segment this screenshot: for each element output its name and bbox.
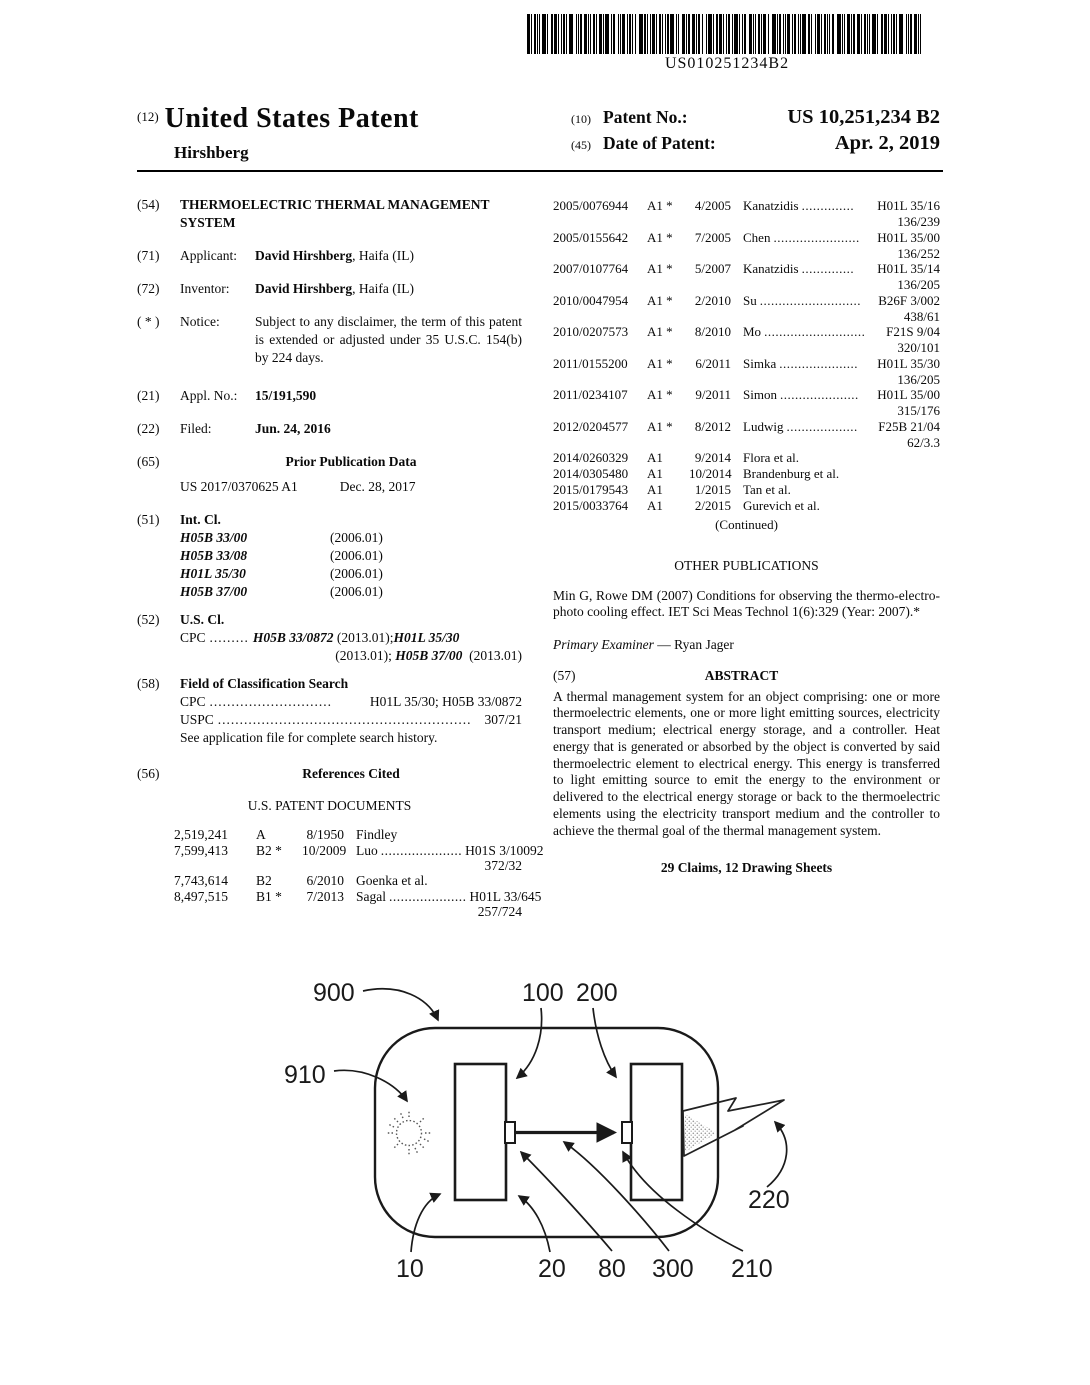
ref-detail	[743, 482, 940, 498]
ref-date: 8/2012	[694, 418, 731, 434]
ref-continuation-class: 438/61	[903, 308, 940, 324]
right-terminal-block	[622, 1122, 632, 1143]
ref-number: 8,497,515	[174, 888, 228, 904]
ref-date: 10/2014	[689, 466, 732, 481]
ref-kind: A1 *	[647, 355, 673, 371]
int-cl-entry	[180, 583, 522, 601]
section-number: (51)	[137, 512, 160, 527]
ref-dots: ....................	[389, 888, 467, 904]
lightning-bolt-icon	[683, 1098, 784, 1156]
field-search-note: See application file for complete search history.	[180, 730, 438, 745]
reference-row	[553, 482, 940, 498]
int-cl-heading: Int. Cl.	[180, 512, 221, 527]
cpc-version-1: (2013.01);	[333, 630, 394, 645]
ref-class: B26F 3/002	[878, 292, 940, 308]
ref-date: 9/2014	[694, 450, 731, 465]
int-cl-class: H01L 35/30	[180, 566, 246, 581]
notice-text: Subject to any disclaimer, the term of this patent is extended or adjusted under 35 U.S.C. 154(b) by 224 days.	[255, 314, 522, 365]
reference-row	[553, 293, 940, 309]
ref-kind: A1 *	[647, 198, 673, 213]
figure-label-100: 100	[522, 979, 564, 1007]
figure-label-300: 300	[652, 1255, 694, 1283]
ref-continuation-class: 136/205	[897, 371, 940, 387]
ref-date: 1/2015	[694, 482, 731, 497]
barcode-image	[527, 14, 925, 54]
section-appl-no-21	[137, 387, 522, 405]
uspc-value: 307/21	[484, 712, 522, 727]
ref-class: H01L 33/645	[469, 888, 542, 904]
ref-date: 7/2013	[306, 888, 344, 904]
ref-dots: .....................	[779, 387, 859, 402]
ref-class: H01S 3/10092	[465, 842, 544, 858]
us-cl-cpc-line1	[180, 629, 522, 647]
cpc-dots: .........	[209, 630, 249, 645]
ref-date: 4/2005	[694, 198, 731, 213]
int-cl-version: (2006.01)	[330, 530, 383, 545]
ref-number: 7,743,614	[174, 873, 228, 888]
abstract-header	[553, 668, 940, 684]
ref-date: 6/2010	[306, 873, 344, 888]
ref-kind: A1 *	[647, 292, 673, 308]
ref-class: H01L 35/14	[877, 261, 940, 276]
reference-row	[553, 324, 940, 340]
barcode-text: US010251234B2	[664, 55, 790, 72]
ref-name: Sagal	[356, 888, 386, 904]
section-field-search-58	[137, 675, 522, 747]
ref-continuation-class: 372/32	[484, 858, 522, 873]
other-publications-text: Min G, Rowe DM (2007) Conditions for observing the thermo-electro-photo cooling effect. IET Sci Meas Technol 1(6):329 (Year: 2007).*	[553, 587, 940, 619]
date-label: Date of Patent:	[603, 133, 716, 153]
ref-kind: B1 *	[256, 888, 282, 904]
ref-name: Ludwig	[743, 418, 784, 434]
header-divider	[137, 170, 943, 172]
ref-number: 2015/0033764	[553, 498, 629, 513]
ref-kind: A1 *	[647, 324, 673, 339]
us-cl-heading: U.S. Cl.	[180, 612, 225, 627]
reference-row	[174, 873, 522, 888]
ref-detail	[743, 419, 940, 435]
int-cl-class: H05B 33/08	[180, 548, 248, 563]
applicant-label: Applicant:	[180, 248, 237, 263]
section-number: (52)	[137, 612, 160, 627]
ref-continuation-class: 257/724	[477, 904, 522, 919]
ref-name: Luo	[356, 842, 378, 858]
reference-entry	[174, 888, 542, 920]
reference-entry	[553, 482, 940, 498]
field-search-heading: Field of Classification Search	[180, 676, 349, 691]
ref-continuation-class: 320/101	[897, 340, 940, 355]
notice-label: Notice:	[180, 314, 220, 329]
ref-detail	[743, 387, 940, 403]
applicant-location: , Haifa (IL)	[352, 248, 414, 263]
ref-kind: A	[256, 827, 266, 842]
reference-row	[553, 450, 940, 466]
publication-number: US 2017/0370625 A1	[180, 479, 298, 494]
us-cl-body	[180, 611, 522, 665]
section-int-cl-51	[137, 511, 522, 601]
ref-number: 2014/0305480	[553, 466, 629, 481]
ref-class: H01L 35/30	[877, 355, 940, 371]
figure-label-910: 910	[284, 1061, 326, 1089]
ref-date: 2/2010	[694, 292, 731, 308]
inventor-name: David Hirshberg	[255, 281, 353, 296]
section-references-56	[137, 765, 544, 919]
patent-no-code: (10)	[571, 112, 591, 126]
ref-name: Flora et al.	[743, 450, 799, 465]
ref-name: Mo	[743, 324, 762, 339]
reference-entry	[553, 230, 940, 262]
ref-number: 2,519,241	[174, 827, 228, 842]
figure-label-210: 210	[731, 1255, 773, 1283]
ref-name: Simka	[743, 355, 777, 371]
ref-class: H01L 35/00	[877, 229, 940, 245]
thermoelectric-element-block	[455, 1064, 506, 1200]
ref-kind: B2	[256, 873, 272, 888]
ref-date: 6/2011	[695, 355, 731, 371]
int-cl-entry	[180, 529, 522, 547]
invention-title: THERMOELECTRIC THERMAL MANAGEMENT SYSTEM	[180, 197, 490, 230]
int-cl-version: (2006.01)	[330, 566, 383, 581]
int-cl-class: H05B 37/00	[180, 584, 248, 599]
header-kind-code: (12)	[137, 109, 159, 124]
figure-label-200: 200	[576, 979, 618, 1007]
reference-entry	[553, 261, 940, 293]
reference-row	[553, 198, 940, 214]
section-notice	[137, 313, 522, 367]
reference-entry	[553, 293, 940, 325]
uspc-label: USPC	[180, 712, 214, 727]
prior-publication-data	[180, 478, 522, 496]
left-terminal-block	[505, 1122, 515, 1143]
ref-detail	[743, 466, 940, 482]
section-number: ( * )	[137, 314, 160, 329]
appl-no-value: 15/191,590	[255, 388, 317, 403]
cpc-class-3: H05B 37/00	[395, 648, 463, 663]
leader-900	[363, 989, 438, 1020]
ref-detail	[356, 842, 544, 858]
prior-publication-heading: Prior Publication Data	[285, 454, 417, 469]
ref-name: Findley	[356, 827, 398, 842]
inventor-location: , Haifa (IL)	[352, 281, 414, 296]
reference-row	[553, 261, 940, 277]
int-cl-body	[180, 511, 522, 601]
ref-number: 2005/0155642	[553, 229, 629, 245]
primary-examiner-name: — Ryan Jager	[657, 636, 734, 652]
ref-number: 2011/0155200	[553, 355, 628, 371]
claims-line: 29 Claims, 12 Drawing Sheets	[660, 859, 833, 875]
field-search-cpc	[180, 693, 522, 711]
ref-continuation-class: 315/176	[897, 403, 940, 418]
section-number: (54)	[137, 197, 160, 212]
figure-label-220: 220	[748, 1186, 790, 1214]
ref-detail	[743, 450, 940, 466]
section-number: (71)	[137, 248, 160, 263]
inventor-label: Inventor:	[180, 281, 230, 296]
ref-number: 2012/0204577	[553, 418, 629, 434]
ref-class: F25B 21/04	[878, 418, 940, 434]
int-cl-version: (2006.01)	[330, 584, 383, 599]
ref-class: H01L 35/16	[877, 198, 940, 213]
header-left	[137, 103, 419, 135]
ref-class: F21S 9/04	[886, 324, 940, 339]
ref-continuation-class: 136/239	[897, 214, 940, 229]
ref-detail	[743, 498, 940, 514]
int-cl-version: (2006.01)	[330, 548, 383, 563]
page-title: United States Patent	[164, 103, 419, 134]
ref-detail	[743, 324, 940, 340]
ref-continuation-class: 136/205	[897, 277, 940, 292]
left-column	[137, 196, 544, 919]
ref-number: 2005/0076944	[553, 198, 629, 213]
ref-kind: A1	[647, 466, 663, 481]
applicant-value	[255, 247, 522, 265]
ref-number: 2011/0234107	[553, 387, 628, 402]
reference-row	[174, 888, 542, 904]
filed-value: Jun. 24, 2016	[255, 421, 331, 436]
section-us-cl-52	[137, 611, 522, 665]
abstract-heading: ABSTRACT	[704, 668, 779, 683]
reference-entry	[553, 324, 940, 356]
ref-detail	[356, 873, 522, 888]
ref-dots: ...........................	[759, 292, 861, 308]
ref-name: Goenka et al.	[356, 873, 428, 888]
ref-kind: A1 *	[647, 261, 673, 276]
ref-number: 2010/0047954	[553, 292, 629, 308]
ref-dots: .......................	[773, 229, 860, 245]
ref-dots: .....................	[779, 355, 858, 371]
reference-row	[553, 498, 940, 514]
ref-date: 5/2007	[694, 261, 731, 276]
ref-continuation-class: 62/3.3	[907, 434, 940, 450]
ref-name: Chen	[743, 229, 771, 245]
light-emitting-source-block	[631, 1064, 682, 1200]
ref-kind: A1 *	[647, 387, 673, 402]
us-patent-documents-heading: U.S. PATENT DOCUMENTS	[247, 798, 412, 813]
right-column	[553, 198, 940, 875]
cpc-value: H01L 35/30; H05B 33/0872	[369, 694, 522, 709]
reference-row	[174, 827, 522, 842]
cpc-version-2: (2013.01);	[335, 648, 396, 663]
ref-name: Simon	[743, 387, 777, 402]
references-cited-heading: References Cited	[302, 766, 400, 781]
us-cl-cpc-line2	[180, 647, 522, 665]
reference-entry	[174, 842, 544, 874]
primary-examiner-label: Primary Examiner	[553, 636, 654, 652]
inventor-surname: Hirshberg	[174, 143, 249, 162]
figure-label-20: 20	[538, 1255, 566, 1283]
ref-date: 8/2010	[694, 324, 731, 339]
ref-number: 7,599,413	[174, 842, 228, 858]
ref-name: Kanatzidis	[743, 261, 799, 276]
ref-dots: ...................	[786, 418, 858, 434]
field-search-uspc	[180, 711, 522, 729]
ref-detail	[356, 888, 542, 904]
reference-row	[174, 842, 544, 858]
ref-detail	[743, 261, 940, 277]
date-of-patent-row	[571, 132, 940, 155]
date-code: (45)	[571, 138, 591, 152]
cpc-dots: ............................	[209, 694, 333, 709]
ref-number: 2015/0179543	[553, 482, 629, 497]
ref-name: Kanatzidis	[743, 198, 799, 213]
int-cl-entry	[180, 565, 522, 583]
patent-no-value: US 10,251,234 B2	[787, 106, 940, 128]
publication-date: Dec. 28, 2017	[339, 479, 416, 494]
reference-row	[553, 230, 940, 246]
ref-dots: .....................	[380, 842, 463, 858]
cpc-class-1: H05B 33/0872	[252, 630, 334, 645]
ref-date: 9/2011	[695, 387, 731, 402]
section-inventor-72	[137, 280, 522, 298]
patent-no-label: Patent No.:	[603, 107, 688, 127]
section-number: (58)	[137, 676, 160, 691]
int-cl-list	[180, 529, 522, 601]
cpc-label: CPC	[180, 630, 206, 645]
ref-name: Brandenburg et al.	[743, 466, 840, 481]
ref-date: 2/2015	[694, 498, 731, 513]
abstract-text: A thermal management system for an object comprising: one or more thermoelectric elements, one or more light emitting sources, electricity transport medium; electrical energy storage, and a controller. Heat energy that is generated or absorbed by the object is converted by said thermoelectric element to electrical energy. This energy is transferred to light emitting source to emit the energy to the environment or delivered to the electrical energy storage or back to the thermoelectric elements using the electricity transport medium and the controller to achieve the thermal goal of the thermal management system.	[553, 688, 940, 838]
section-applicant-71	[137, 247, 522, 265]
primary-examiner-line	[553, 637, 940, 653]
applicant-name: David Hirshberg	[255, 248, 353, 263]
reference-entry	[174, 827, 522, 842]
header-right	[571, 106, 940, 158]
section-number: (21)	[137, 388, 160, 403]
reference-row	[553, 387, 940, 403]
ref-detail	[743, 230, 940, 246]
publication-references-table	[553, 198, 940, 514]
reference-entry	[553, 498, 940, 514]
ref-name: Gurevich et al.	[743, 498, 820, 513]
ref-dots: ...........................	[764, 324, 866, 339]
reference-row	[553, 466, 940, 482]
ref-date: 10/2009	[302, 842, 347, 858]
ref-kind: B2 *	[256, 842, 282, 858]
ref-detail	[743, 293, 940, 309]
section-number: (56)	[137, 766, 160, 781]
figure-label-10: 10	[396, 1255, 424, 1283]
figure-drawing	[263, 958, 825, 1303]
uspc-dots: ..........................................................	[217, 712, 472, 727]
reference-entry	[553, 198, 940, 230]
ref-kind: A1 *	[647, 418, 673, 434]
section-title-54	[137, 196, 522, 232]
ref-kind: A1	[647, 498, 663, 513]
ref-kind: A1 *	[647, 229, 673, 245]
cpc-label: CPC	[180, 694, 206, 709]
section-number: (72)	[137, 281, 160, 296]
ref-detail	[356, 827, 522, 842]
inventor-value	[255, 280, 522, 298]
cpc-class-2: H01L 35/30	[393, 630, 460, 645]
ref-name: Su	[743, 292, 757, 308]
cpc-version-3: (2013.01)	[465, 648, 522, 663]
int-cl-entry	[180, 547, 522, 565]
filed-label: Filed:	[180, 421, 212, 436]
reference-entry	[553, 419, 940, 451]
ref-dots: ..............	[801, 198, 855, 213]
ref-number: 2007/0107764	[553, 261, 629, 276]
field-search-body	[180, 675, 522, 747]
ref-number: 2010/0207573	[553, 324, 629, 339]
ref-dots: ..............	[801, 261, 855, 276]
reference-entry	[174, 873, 522, 888]
appl-no-label: Appl. No.:	[180, 388, 238, 403]
reference-entry	[553, 450, 940, 466]
patent-no-row	[571, 106, 940, 129]
barcode-block	[527, 14, 927, 73]
ref-detail	[743, 198, 940, 214]
reference-row	[553, 356, 940, 372]
ref-number: 2014/0260329	[553, 450, 629, 465]
reference-entry	[553, 356, 940, 388]
figure-label-900: 900	[313, 979, 355, 1007]
ref-class: H01L 35/00	[877, 387, 940, 402]
section-number: (65)	[137, 454, 160, 469]
reference-entry	[553, 387, 940, 419]
date-value: Apr. 2, 2019	[834, 132, 940, 154]
section-prior-publication-65	[137, 453, 522, 496]
other-publications-heading: OTHER PUBLICATIONS	[674, 558, 819, 573]
leader-220	[767, 1122, 787, 1187]
section-filed-22	[137, 420, 522, 438]
us-patent-documents-table	[174, 827, 544, 919]
int-cl-class: H05B 33/00	[180, 530, 248, 545]
reference-row	[553, 419, 940, 435]
ref-kind: A1	[647, 450, 663, 465]
section-number: (22)	[137, 421, 160, 436]
section-number: (57)	[553, 668, 576, 683]
reference-entry	[553, 466, 940, 482]
ref-continuation-class: 136/252	[897, 245, 940, 261]
ref-date: 8/1950	[306, 827, 344, 842]
ref-name: Tan et al.	[743, 482, 791, 497]
continued-note: (Continued)	[715, 516, 778, 532]
ref-date: 7/2005	[694, 229, 731, 245]
ref-kind: A1	[647, 482, 663, 497]
ref-detail	[743, 356, 940, 372]
figure-label-80: 80	[598, 1255, 626, 1283]
